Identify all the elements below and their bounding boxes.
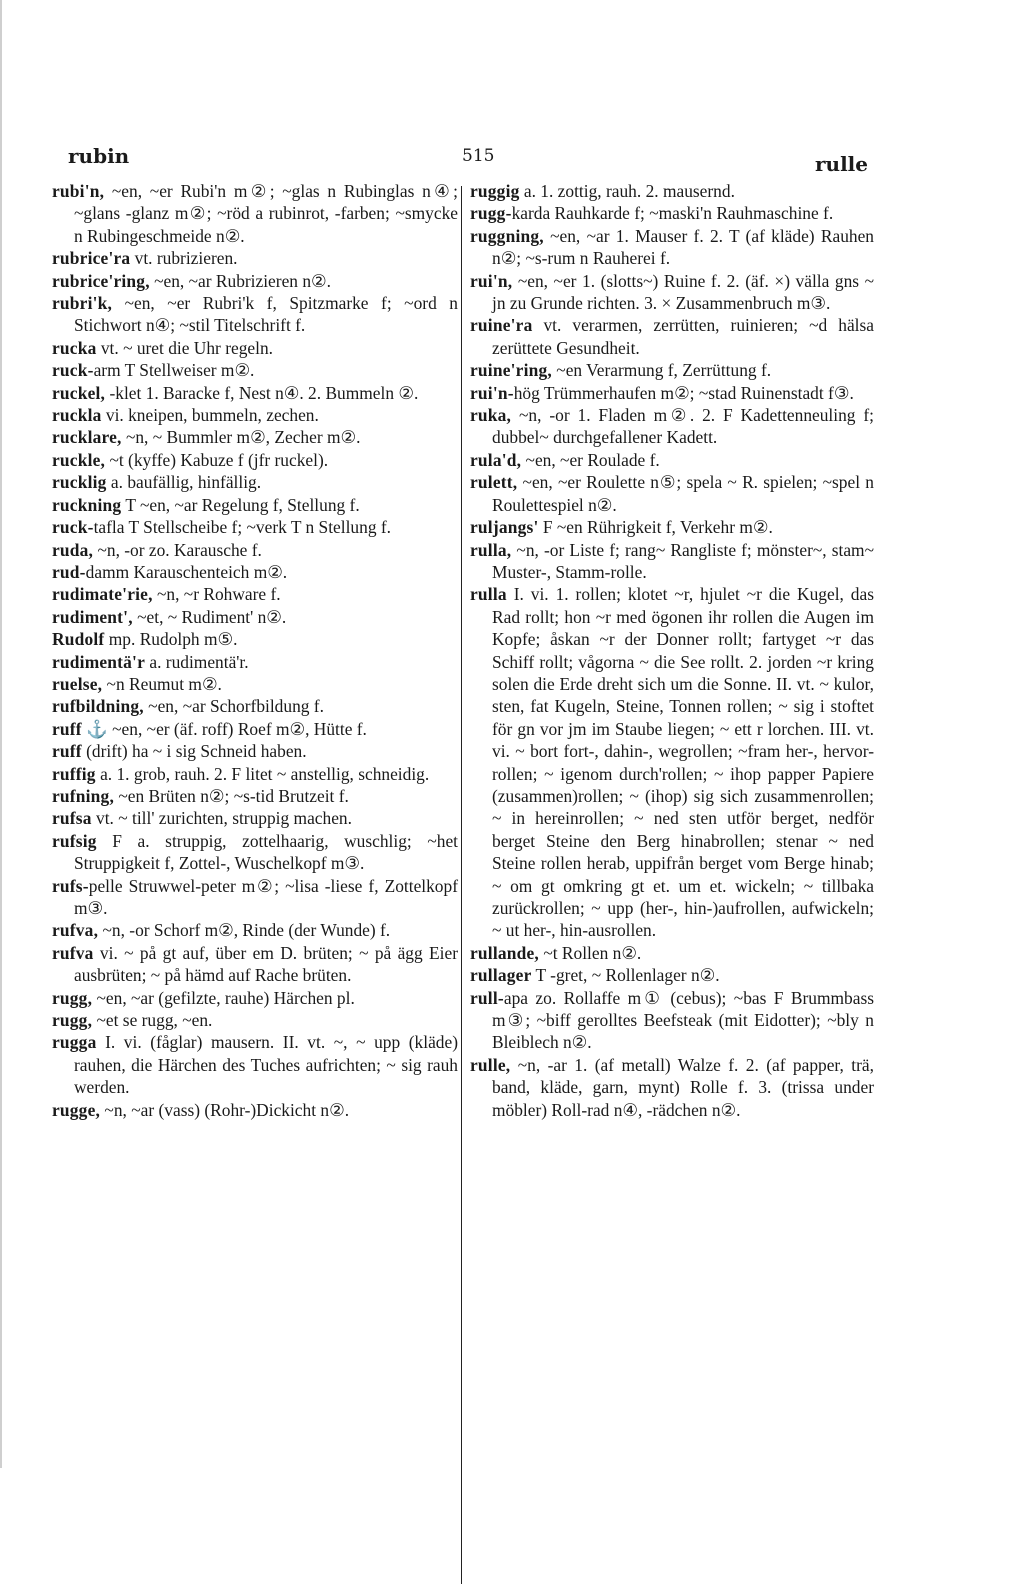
dictionary-entry	[52, 449, 458, 471]
headword: rudiment',	[52, 606, 133, 627]
definition: vt. verarmen, zerrütten, ruinieren; ~d hälsa zerüttete Gesundheit.	[492, 315, 874, 358]
dictionary-entry	[52, 673, 458, 695]
definition: vi. kneipen, bummeln, zechen.	[105, 405, 319, 426]
headword: rubri'k,	[52, 293, 113, 314]
dictionary-entry	[470, 539, 874, 584]
dictionary-entry	[470, 359, 874, 381]
headword: rullager	[470, 965, 532, 986]
headword: rufsa	[52, 808, 92, 829]
headword: rull-	[470, 987, 504, 1008]
headword: rufva,	[52, 920, 99, 941]
definition: a. rudimentä'r.	[149, 651, 249, 672]
headword: rufning,	[52, 785, 115, 806]
dictionary-entry	[52, 471, 458, 493]
dictionary-entry	[52, 718, 458, 740]
dictionary-entry	[470, 202, 874, 224]
dictionary-entry	[52, 337, 458, 359]
dictionary-entry	[52, 292, 458, 337]
headword: rulett,	[470, 472, 518, 493]
definition: ~en, ~er 1. (slotts~) Ruine f. 2. (äf. ×) välla gns ~ jn zu Grunde richten. 3. × Zusammenbruch m③.	[492, 270, 874, 314]
dictionary-entry	[52, 1031, 458, 1098]
dictionary-entry	[52, 180, 458, 247]
definition: vt. ~ till' zurichten, struppig machen.	[96, 808, 352, 829]
definition: I. vi. (fåglar) mausern. II. vt. ~, ~ upp (kläde) rauhen, die Härchen des Tuches aufrichten; ~ sig rauh werden.	[74, 1032, 458, 1098]
dictionary-entry	[52, 583, 458, 605]
headword: rudimentä'r	[52, 651, 146, 672]
definition: vt. rubrizieren.	[134, 248, 238, 269]
dictionary-entry	[470, 314, 874, 359]
definition: ~t Rollen n②.	[543, 942, 642, 963]
definition: ⚓ ~en, ~er (äf. roff) Roef m②, Hütte f.	[86, 718, 367, 739]
dictionary-entry	[52, 628, 458, 650]
definition: ~en, ~ar Schorfbildung f.	[148, 696, 324, 717]
headword: rugg-	[470, 203, 512, 224]
definition: ~en, ~er Roulade f.	[525, 449, 660, 470]
definition: ~en, ~ar (gefilzte, rauhe) Härchen pl.	[96, 987, 355, 1008]
definition: ~n, ~r Rohware f.	[157, 584, 281, 605]
definition: ~n, ~ Bummler m②, Zecher m②.	[125, 427, 361, 448]
headword: rula'd,	[470, 449, 522, 470]
dictionary-entry	[52, 807, 458, 829]
headword: Rudolf	[52, 629, 105, 650]
dictionary-entry	[52, 382, 458, 404]
headword: rufva	[52, 942, 94, 963]
definition: ~en Brüten n②; ~s-tid Brutzeit f.	[118, 785, 349, 806]
definition: hög Trümmerhaufen m②; ~stad Ruinenstadt f③.	[513, 382, 854, 403]
headword: rudimate'rie,	[52, 584, 153, 605]
definition: ~n, -ar 1. (af metall) Walze f. 2. (af papper, trä, band, kläde, garn, mynt) Rolle f. 3. (trissa under möbler) Roll-rad n④, -rädchen n②.	[492, 1054, 874, 1120]
definition: ~en, ~er Rubi'n m②; ~glas n Rubinglas n④; ~glans -glanz m②; ~röd a rubinrot, -farben; ~smycke n Rubingeschmeide n②.	[74, 181, 458, 246]
definition: F ~en Rührigkeit f, Verkehr m②.	[542, 517, 773, 538]
dictionary-entry	[470, 516, 874, 538]
headword: ruck-	[52, 517, 94, 538]
headword: ruck-	[52, 360, 94, 381]
dictionary-entry	[52, 426, 458, 448]
definition: F a. struppig, zottelhaarig, wuschlig; ~het Struppigkeit f, Zottel-, Wuschelkopf m③.	[74, 830, 458, 874]
headword: ruka,	[470, 405, 512, 426]
definition: a. 1. grob, rauh. 2. F litet ~ anstellig, schneidig.	[100, 763, 430, 784]
definition: a. baufällig, hinfällig.	[110, 472, 262, 493]
dictionary-entry	[52, 942, 458, 987]
headword: ruff	[52, 718, 82, 739]
dictionary-entry	[52, 695, 458, 717]
dictionary-entry	[470, 942, 874, 964]
headword: rubi'n,	[52, 181, 105, 201]
definition: ~n, -or Liste f; rang~ Rangliste f; mönster~, stam~ Muster-, Stamm-rolle.	[492, 539, 874, 582]
dictionary-entry	[52, 359, 458, 381]
definition: a. 1. zottig, rauh. 2. mausernd.	[523, 181, 735, 201]
headword: rud-	[52, 561, 86, 582]
dictionary-entry	[52, 539, 458, 561]
definition: ~en Verarmung f, Zerrüttung f.	[556, 360, 772, 381]
headword: ruffig	[52, 763, 96, 784]
definition: ~en, ~ar Rubrizieren n②.	[154, 270, 331, 291]
dictionary-entry	[470, 449, 874, 471]
definition: ~en, ~er Rubri'k f, Spitzmarke f; ~ord n Stichwort n④; ~stil Titelschrift f.	[74, 293, 458, 336]
dictionary-entry	[470, 270, 874, 315]
right-column	[470, 180, 874, 1121]
definition: T -gret, ~ Rollenlager n②.	[535, 965, 720, 986]
definition: I. vi. 1. rollen; klotet ~r, hjulet ~r die Kugel, das Rad rollt; hon ~r med ögonen ihr rollen die Augen im Kopfe; åskan ~r der Donner rollt; fartyget ~r das Schiff rollt; vågorna ~ die See rollt. 2. jorden ~r kring solen die Erde dreht sich um die Sonne. II. vt. ~ kulor, sten, fat Kugeln, Steine, Tonnen rollen; ~ sig i stoftet för gn vor jm im Staube liegen; ~ ett r lorchen. III. vt. vi. ~ bort fort-, dahin-, wegrollen; ~fram her-, hervor-rollen; ~ igenom durch'rollen; ~ ihop papper Papiere (zusammen)rollen; ~ (ihop) sig sich zusammenrollen; ~ in hereinrollen; ~ ned sten utför berget, nedför berget Steine den Berg hinabrollen; stenar ~ ned Steine rollen herab, uppifrån berget vom Berge hinab; ~ om gt omkring gt et. um et. wickeln; ~ tillbaka zurückrollen; ~ upp (her-, hin-)aufrollen, aufwickeln; ~ ut her-, hin-ausrollen.	[492, 584, 874, 941]
dictionary-entry	[52, 740, 458, 762]
left-column	[52, 180, 458, 1121]
dictionary-entry	[52, 606, 458, 628]
definition: -klet 1. Baracke f, Nest n④. 2. Bummeln ②.	[109, 382, 419, 403]
page-number: 515	[462, 146, 495, 166]
definition: (drift) ha ~ i sig Schneid haben.	[86, 741, 307, 762]
headword: ruff	[52, 741, 82, 762]
right-running-head: rulle	[815, 152, 868, 176]
dictionary-entry	[52, 1099, 458, 1121]
dictionary-entry	[470, 404, 874, 449]
definition: ~n, ~ar (vass) (Rohr-)Dickicht n②.	[104, 1099, 350, 1120]
definition: ~en, ~er Roulette n⑤; spela ~ R. spielen; ~spel n Roulettespiel n②.	[492, 472, 874, 515]
definition: mp. Rudolph m⑤.	[108, 629, 238, 650]
dictionary-entry	[52, 561, 458, 583]
dictionary-entry	[52, 875, 458, 920]
headword: ruljangs'	[470, 517, 539, 538]
headword: rulle,	[470, 1054, 511, 1075]
headword: rubrice'ra	[52, 248, 131, 269]
headword: ruelse,	[52, 673, 103, 694]
headword: ruckning	[52, 494, 122, 515]
dictionary-entry	[470, 225, 874, 270]
headword: rugg,	[52, 987, 93, 1008]
definition: ~n Reumut m②.	[106, 673, 222, 694]
definition: ~et, ~ Rudiment' n②.	[137, 606, 287, 627]
headword: rugg,	[52, 1010, 93, 1031]
dictionary-entry	[52, 763, 458, 785]
headword: ruckel,	[52, 382, 106, 403]
dictionary-entry	[52, 1009, 458, 1031]
dictionary-entry	[52, 247, 458, 269]
headword: rui'n,	[470, 270, 513, 291]
headword: rui'n-	[470, 382, 514, 403]
headword: ruda,	[52, 539, 94, 560]
definition: ~n, -or zo. Karausche f.	[97, 539, 262, 560]
headword: ruine'ra	[470, 315, 533, 336]
headword: rullande,	[470, 942, 539, 963]
headword: rucka	[52, 337, 97, 358]
dictionary-entry	[52, 830, 458, 875]
dictionary-entry	[52, 987, 458, 1009]
headword: ruggning,	[470, 225, 544, 246]
dictionary-entry	[52, 516, 458, 538]
headword: ruckla	[52, 405, 102, 426]
headword: rulla	[470, 584, 507, 605]
page-header	[60, 142, 868, 176]
headword: rugge,	[52, 1099, 101, 1120]
definition: vi. ~ på gt auf, über em D. brüten; ~ på ägg Eier ausbrüten; ~ på hämd auf Rache brüten.	[74, 942, 458, 986]
dictionary-entry	[52, 785, 458, 807]
definition: T ~en, ~ar Regelung f, Stellung f.	[125, 494, 360, 515]
headword: rulla,	[470, 539, 512, 560]
definition: pelle Struwwel-peter m②; ~lisa -liese f, Zottelkopf m③.	[74, 875, 458, 918]
headword: ruggig	[470, 181, 520, 201]
dictionary-entry	[52, 404, 458, 426]
definition: tafla T Stellscheibe f; ~verk T n Stellung f.	[93, 517, 392, 538]
definition: arm T Stellweiser m②.	[93, 360, 255, 381]
definition: damm Karauschenteich m②.	[85, 561, 288, 582]
definition: ~et se rugg, ~en.	[96, 1010, 213, 1031]
dictionary-entry	[470, 382, 874, 404]
dictionary-entry	[470, 180, 874, 202]
headword: rufbildning,	[52, 696, 144, 717]
headword: rucklig	[52, 472, 107, 493]
headword: rubrice'ring,	[52, 270, 150, 291]
definition: ~n, -or 1. Fladen m②. 2. F Kadettenneuling f; dubbel~ durchgefallener Kadett.	[492, 405, 874, 448]
dictionary-entry	[52, 651, 458, 673]
definition: ~n, -or Schorf m②, Rinde (der Wunde) f.	[102, 920, 391, 941]
definition: karda Rauhkarde f; ~maski'n Rauhmaschine f.	[511, 203, 834, 224]
left-running-head: rubin	[68, 144, 130, 168]
headword: rufs-	[52, 875, 89, 896]
dictionary-entry	[52, 270, 458, 292]
headword: rucklare,	[52, 427, 122, 448]
dictionary-entry	[470, 583, 874, 942]
headword: ruine'ring,	[470, 360, 552, 381]
definition: ~en, ~ar 1. Mauser f. 2. T (af kläde) Rauhen n②; ~s-rum n Rauherei f.	[492, 225, 874, 269]
column-divider	[461, 186, 462, 1584]
dictionary-entry	[470, 964, 874, 986]
headword: rugga	[52, 1032, 97, 1053]
headword: rufsig	[52, 830, 97, 851]
dictionary-entry	[470, 987, 874, 1054]
definition: apa zo. Rollaffe m① (cebus); ~bas F Brummbass m③; ~biff gerolltes Beefsteak (mit Eidotter); ~bly n Bleiblech n②.	[492, 987, 874, 1053]
dictionary-entry	[52, 494, 458, 516]
headword: ruckle,	[52, 449, 106, 470]
dictionary-entry	[470, 1054, 874, 1121]
definition: vt. ~ uret die Uhr regeln.	[100, 337, 273, 358]
dictionary-entry	[52, 919, 458, 941]
definition: ~t (kyffe) Kabuze f (jfr ruckel).	[109, 449, 329, 470]
dictionary-entry	[470, 471, 874, 516]
